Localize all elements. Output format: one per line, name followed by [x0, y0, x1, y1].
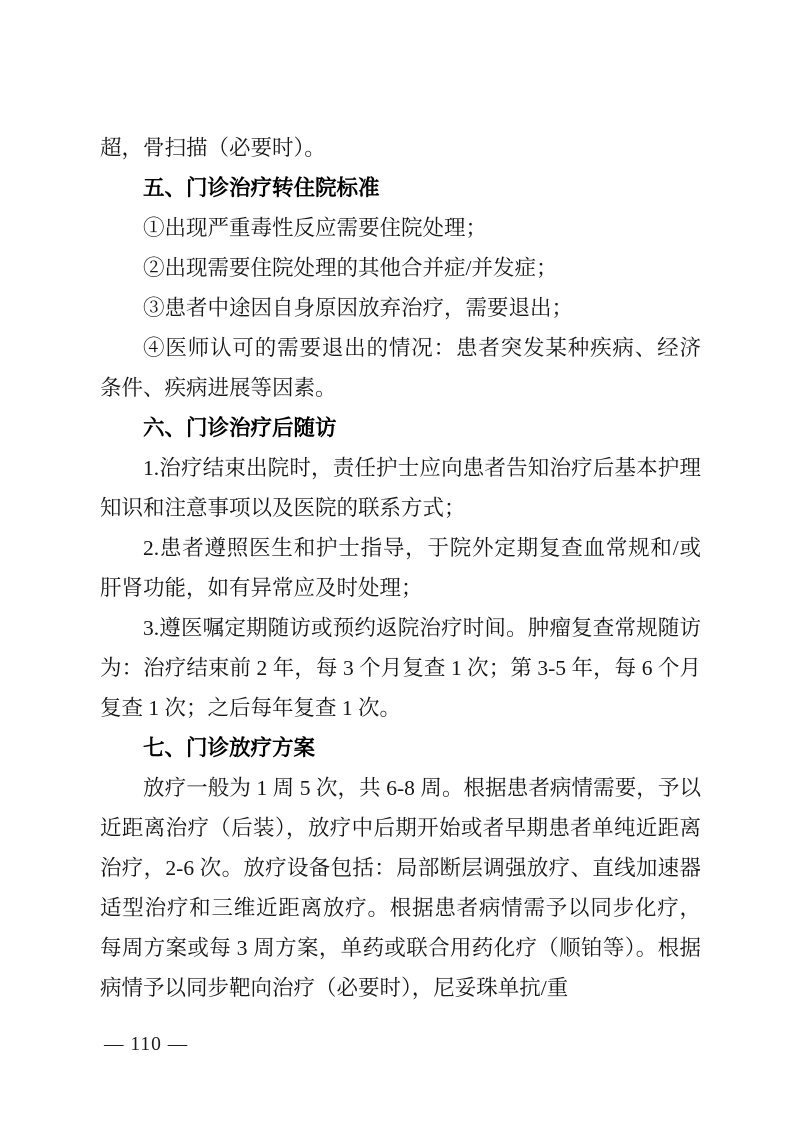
doc-paragraph: 3.遵医嘱定期随访或预约返院治疗时间。肿瘤复查常规随访为：治疗结束前 2 年，每 3 个月复查 1 次；第 3-5 年，每 6 个月复查 1 次；之后每年复查 1 次。 [100, 616, 701, 720]
doc-paragraph: ③患者中途因自身原因放弃治疗，需要退出； [143, 296, 574, 320]
document-body [100, 128, 701, 1008]
doc-paragraph: ①出现严重毒性反应需要住院处理； [143, 216, 488, 240]
doc-heading-section-5: 五、门诊治疗转住院标准 [143, 176, 380, 200]
doc-paragraph: 2.患者遵照医生和护士指导，于院外定期复查血常规和/或肝肾功能，如有异常应及时处理； [100, 536, 701, 600]
doc-heading-section-6: 六、门诊治疗后随访 [143, 416, 337, 440]
doc-paragraph: 1.治疗结束出院时，责任护士应向患者告知治疗后基本护理知识和注意事项以及医院的联系方式； [100, 456, 701, 520]
doc-paragraph: ④医师认可的需要退出的情况：患者突发某种疾病、经济条件、疾病进展等因素。 [100, 336, 701, 400]
doc-paragraph: 放疗一般为 1 周 5 次，共 6-8 周。根据患者病情需要，予以近距离治疗（后装），放疗中后期开始或者早期患者单纯近距离治疗，2-6 次。放疗设备包括：局部断层调强放疗、直线加速器适型治疗和三维近距离放疗。根据患者病情需予以同步化疗，每周方案或每 3 周方案，单药或联合用药化疗（顺铂等）。根据病情予以同步靶向治疗（必要时），尼妥珠单抗/重 [100, 776, 701, 1000]
doc-paragraph: ②出现需要住院处理的其他合并症/并发症； [143, 256, 558, 280]
page-number: — 110 — [104, 1034, 189, 1055]
doc-heading-section-7: 七、门诊放疗方案 [143, 736, 316, 760]
doc-paragraph: 超，骨扫描（必要时）。 [100, 136, 326, 160]
